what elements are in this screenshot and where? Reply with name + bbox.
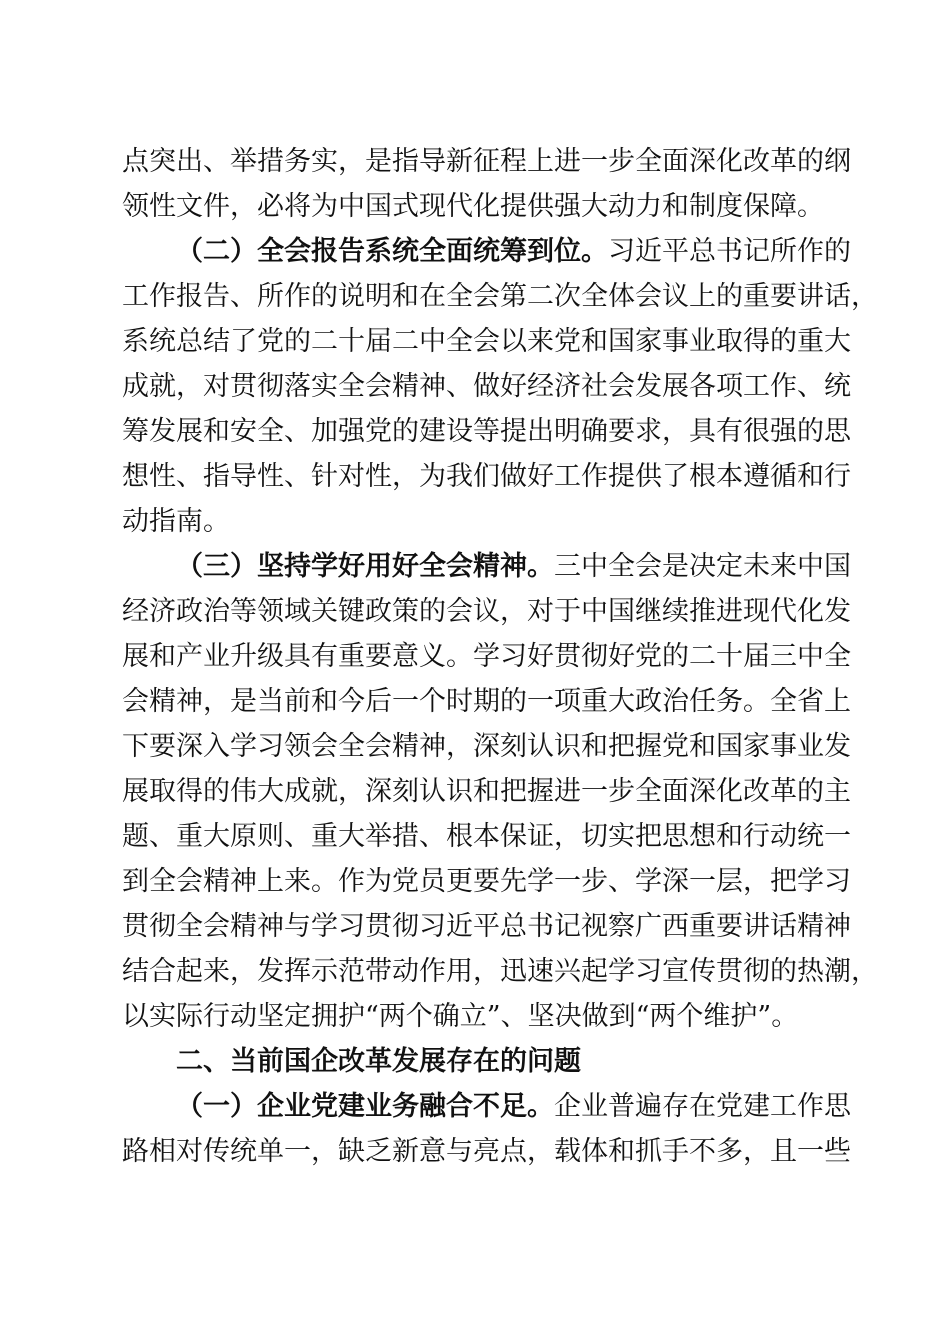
text-line: 领性文件，必将为中国式现代化提供强大动力和制度保障。 <box>122 191 824 222</box>
paragraph-3-lead: 三中全会是决定未来中国 <box>554 551 851 582</box>
paragraph-2-lead: 习近平总书记所作的 <box>608 236 851 267</box>
paragraph-2-first-line <box>176 232 851 272</box>
text-line: 展取得的伟大成就，深刻认识和把握进一步全面深化改革的主 <box>122 776 851 807</box>
text-line: 动指南。 <box>122 506 230 537</box>
text-line: 结合起来，发挥示范带动作用，迅速兴起学习宣传贯彻的热潮， <box>122 956 878 987</box>
text-line: 题、重大原则、重大举措、根本保证，切实把思想和行动统一 <box>122 821 851 852</box>
text-line: 到全会精神上来。作为党员更要先学一步、学深一层，把学习 <box>122 866 851 897</box>
text-line: 成就，对贯彻落实全会精神、做好经济社会发展各项工作、统 <box>122 371 851 402</box>
text-line: 经济政治等领域关键政策的会议，对于中国继续推进现代化发 <box>122 596 851 627</box>
text-line: 筹发展和安全、加强党的建设等提出明确要求，具有很强的思 <box>122 416 851 447</box>
text-line: 贯彻全会精神与学习贯彻习近平总书记视察广西重要讲话精神 <box>122 911 851 942</box>
text-line: 系统总结了党的二十届二中全会以来党和国家事业取得的重大 <box>122 326 851 357</box>
paragraph-4-heading: （一）企业党建业务融合不足。 <box>176 1091 554 1122</box>
text-line: 展和产业升级具有重要意义。学习好贯彻好党的二十届三中全 <box>122 641 851 672</box>
paragraph-3-heading: （三）坚持学好用好全会精神。 <box>176 551 554 582</box>
section-heading: 二、当前国企改革发展存在的问题 <box>176 1046 581 1077</box>
text-line: 会精神，是当前和今后一个时期的一项重大政治任务。全省上 <box>122 686 851 717</box>
text-line: 以实际行动坚定拥护“两个确立”、坚决做到“两个维护”。 <box>122 1001 799 1032</box>
paragraph-4-first-line <box>176 1087 851 1127</box>
paragraph-2-heading: （二）全会报告系统全面统筹到位。 <box>176 236 608 267</box>
paragraph-3-first-line <box>176 547 851 587</box>
text-line: 点突出、举措务实，是指导新征程上进一步全面深化改革的纲 <box>122 146 851 177</box>
text-line: 下要深入学习领会全会精神，深刻认识和把握党和国家事业发 <box>122 731 851 762</box>
text-line: 路相对传统单一，缺乏新意与亮点，载体和抓手不多，且一些 <box>122 1136 851 1167</box>
text-line: 工作报告、所作的说明和在全会第二次全体会议上的重要讲话， <box>122 281 878 312</box>
text-line: 想性、指导性、针对性，为我们做好工作提供了根本遵循和行 <box>122 461 851 492</box>
paragraph-4-lead: 企业普遍存在党建工作思 <box>554 1091 851 1122</box>
